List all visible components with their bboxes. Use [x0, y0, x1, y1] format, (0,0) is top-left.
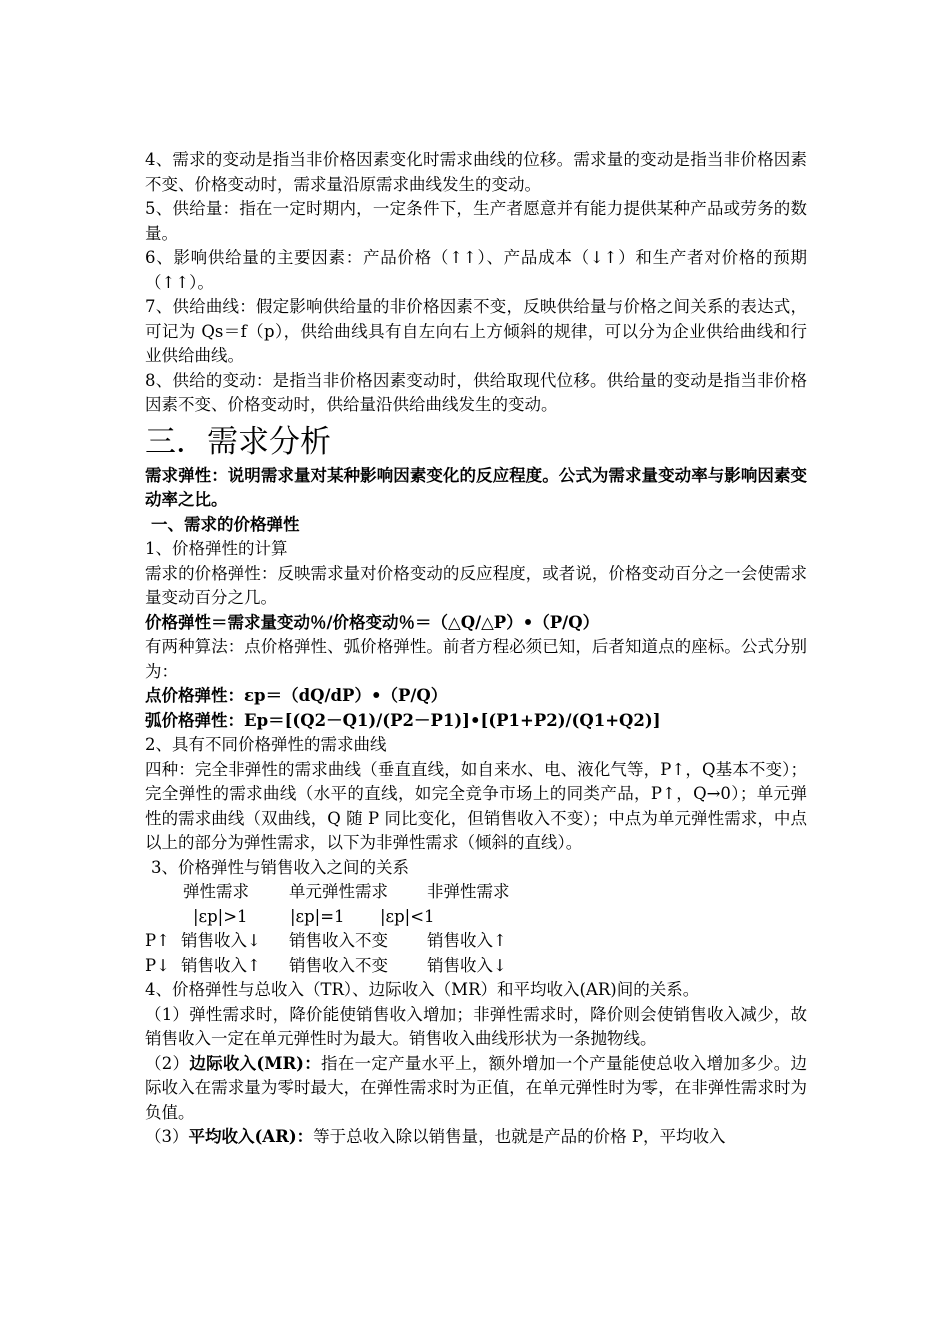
- paragraph-supply-change: 8、供给的变动：是指当非价格因素变动时，供给取现代位移。供给量的变动是指当非价格因素不变、价格变动时，供给量沿供给曲线发生的变动。: [145, 370, 807, 414]
- definition-demand-elasticity: 需求弹性：说明需求量对某种影响因素变化的反应程度。公式为需求量变动率与影响因素变动率之比。: [145, 465, 807, 509]
- table-eps-cell: |εp|>1: [193, 906, 248, 926]
- elasticity-table-row: [145, 954, 807, 979]
- item-demand-curves: 2、具有不同价格弹性的需求曲线: [145, 735, 387, 754]
- point-3-prefix: （3）: [145, 1127, 189, 1146]
- table-eps-cell: |εp|<1: [380, 906, 435, 926]
- paragraph-four-curves: 四种：完全非弹性的需求曲线（垂直直线，如自来水、电、液化气等，P↑，Q基本不变）；完全弹性的需求曲线（水平的直线，如完全竞争市场上的同类产品，P↑，Q→0）；单元弹性的需求曲线（双曲线，Q 随 P 同比变化，但销售收入不变）；中点为单元弹性需求，中点以上的部分为弹性需求，以下为非弹性需求（倾斜的直线）。: [145, 759, 807, 852]
- table-header-cell: 单元弹性需求: [289, 882, 388, 901]
- paragraph-point-2: [145, 1052, 807, 1126]
- table-cell: 销售收入不变: [289, 931, 388, 950]
- term-average-revenue: 平均收入(AR)：: [188, 1127, 314, 1146]
- table-cell: 销售收入↓: [427, 955, 507, 975]
- formula-arc-elasticity: 弧价格弹性：Ep＝[(Q2－Q1)/(P2－P1)]•[(P1+P2)/(Q1+Q2)]: [145, 710, 661, 730]
- item-elasticity-revenue: 3、价格弹性与销售收入之间的关系: [151, 857, 409, 877]
- point-2-text: 指在一定产量水平上，额外增加一个产量能使总收入增加多少。边际收入在需求量为零时最大，在弹性需求时为正值，在单元弹性时为零，在非弹性需求时为负值。: [145, 1053, 808, 1122]
- paragraph-supply-quantity: 5、供给量：指在一定时期内，一定条件下，生产者愿意并有能力提供某种产品或劳务的数量。: [145, 199, 807, 243]
- table-header-cell: 非弹性需求: [427, 882, 510, 901]
- paragraph-supply-curve: 7、供给曲线：假定影响供给量的非价格因素不变，反映供给量与价格之间关系的表达式，可记为 Qs＝f（p），供给曲线具有自左向右上方倾斜的规律，可以分为企业供给曲线和行业供给曲线。: [145, 297, 807, 365]
- document-page: [145, 148, 807, 1150]
- item-elasticity-calc: 1、价格弹性的计算: [145, 539, 288, 558]
- paragraph-point-1: （1）弹性需求时，降价能使销售收入增加；非弹性需求时，降价则会使销售收入减少，故销售收入一定在单元弹性时为最大。销售收入曲线形状为一条抛物线。: [145, 1004, 807, 1048]
- table-cell: 销售收入↑: [427, 931, 507, 950]
- paragraph-point-3: [145, 1125, 807, 1150]
- table-row-label: P↓: [145, 955, 170, 975]
- elasticity-table-row: [145, 929, 807, 954]
- table-row-label: P↑: [145, 931, 170, 950]
- paragraph-demand-change: 4、需求的变动是指当非价格因素变化时需求曲线的位移。需求量的变动是指当非价格因素不变、价格变动时，需求量沿原需求曲线发生的变动。: [145, 150, 807, 194]
- subheading-price-elasticity: 一、需求的价格弹性: [151, 514, 300, 534]
- term-marginal-revenue: 边际收入(MR)：: [189, 1053, 322, 1073]
- table-cell: 销售收入↑: [181, 955, 261, 975]
- formula-point-elasticity: 点价格弹性：εp＝（dQ/dP）•（P/Q）: [145, 686, 448, 705]
- table-cell: 销售收入↓: [181, 931, 261, 950]
- table-eps-cell: |εp|=1: [290, 906, 345, 926]
- section-title: 三．需求分析: [145, 423, 331, 460]
- table-cell: 销售收入不变: [289, 955, 388, 975]
- point-3-text: 等于总收入除以销售量，也就是产品的价格 P，平均收入: [313, 1127, 726, 1146]
- elasticity-table-header: [145, 880, 807, 905]
- paragraph-price-elasticity: 需求的价格弹性：反映需求量对价格变动的反应程度，或者说，价格变动百分之一会使需求量变动百分之几。: [145, 563, 807, 607]
- table-header-cell: 弹性需求: [183, 882, 249, 901]
- point-2-prefix: （2）: [145, 1053, 190, 1073]
- paragraph-two-methods: 有两种算法：点价格弹性、弧价格弹性。前者方程必须已知，后者知道点的座标。公式分别为：: [145, 637, 807, 681]
- formula-price-elasticity: 价格弹性＝需求量变动％/价格变动％＝（△Q/△P）•（P/Q）: [145, 612, 600, 632]
- item-revenue-relations: 4、价格弹性与总收入（TR）、边际收入（MR）和平均收入(AR)间的关系。: [145, 980, 700, 999]
- paragraph-supply-factors: 6、影响供给量的主要因素：产品价格（↑↑）、产品成本（↓↑）和生产者对价格的预期（↑↑）。: [145, 248, 807, 292]
- elasticity-table-eps-row: [145, 905, 807, 930]
